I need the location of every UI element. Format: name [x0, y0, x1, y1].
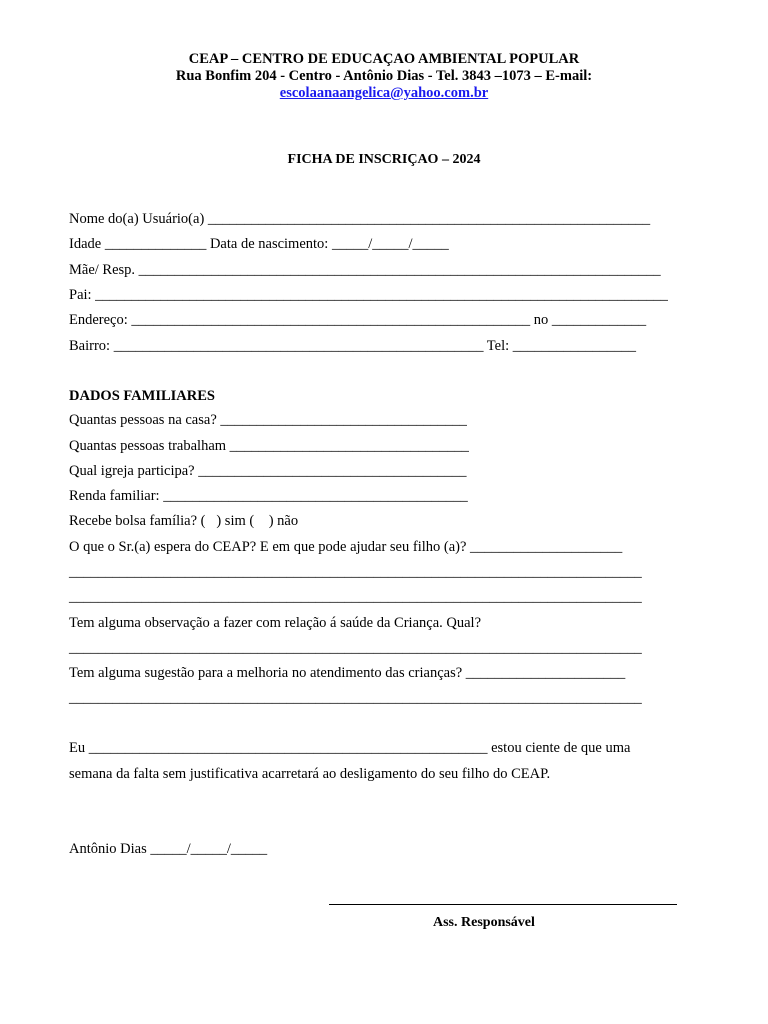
field-expectativa[interactable]: O que o Sr.(a) espera do CEAP? E em que pode ajudar seu filho (a)? _____________________ — [69, 539, 623, 555]
declaracao-line-2: semana da falta sem justificativa acarretará ao desligamento do seu filho do CEAP. — [69, 766, 551, 782]
org-address: Rua Bonfim 204 - Centro - Antônio Dias - Tel. 3843 –1073 – E-mail: — [175, 68, 593, 84]
field-local-data[interactable]: Antônio Dias _____/_____/_____ — [69, 841, 268, 857]
field-bolsa-familia[interactable]: Recebe bolsa família? ( ) sim ( ) não — [69, 513, 299, 529]
field-expectativa-line-2[interactable]: _______________________________________________________________________________ — [69, 589, 642, 605]
org-name: CEAP – CENTRO DE EDUCAÇAO AMBIENTAL POPULAR — [188, 51, 580, 67]
signature-label: Ass. Responsável — [433, 915, 535, 930]
field-expectativa-line-1[interactable]: _______________________________________________________________________________ — [69, 564, 642, 580]
field-sugestao[interactable]: Tem alguma sugestão para a melhoria no atendimento das crianças? ______________________ — [69, 665, 626, 681]
field-pessoas-trabalham[interactable]: Quantas pessoas trabalham _________________________________ — [69, 438, 469, 454]
field-endereco[interactable]: Endereço: _______________________________________________________ no _____________ — [69, 312, 647, 328]
question-saude: Tem alguma observação a fazer com relação á saúde da Criança. Qual? — [69, 615, 482, 631]
field-pessoas-casa[interactable]: Quantas pessoas na casa? __________________________________ — [69, 412, 467, 428]
declaracao-line-1[interactable]: Eu _______________________________________________________ estou ciente de que uma — [69, 740, 631, 756]
field-mae[interactable]: Mãe/ Resp. ________________________________________________________________________ — [69, 262, 661, 278]
field-saude-line-1[interactable]: _______________________________________________________________________________ — [69, 640, 642, 656]
field-idade[interactable]: Idade ______________ Data de nascimento: _____/_____/_____ — [69, 236, 449, 252]
section-heading-familiares: DADOS FAMILIARES — [69, 388, 215, 404]
field-nome[interactable]: Nome do(a) Usuário(a) _____________________________________________________________ — [69, 211, 651, 227]
signature-line[interactable] — [329, 904, 677, 905]
field-pai[interactable]: Pai: _______________________________________________________________________________ — [69, 287, 668, 303]
email-link[interactable]: escolaanaangelica@yahoo.com.br — [279, 85, 489, 101]
field-igreja[interactable]: Qual igreja participa? _____________________________________ — [69, 463, 467, 479]
field-renda[interactable]: Renda familiar: __________________________________________ — [69, 488, 468, 504]
field-bairro[interactable]: Bairro: ___________________________________________________ Tel: _________________ — [69, 338, 637, 354]
field-sugestao-line-1[interactable]: _______________________________________________________________________________ — [69, 690, 642, 706]
letterhead — [0, 51, 768, 102]
form-title: FICHA DE INSCRIÇAO – 2024 — [287, 152, 481, 167]
